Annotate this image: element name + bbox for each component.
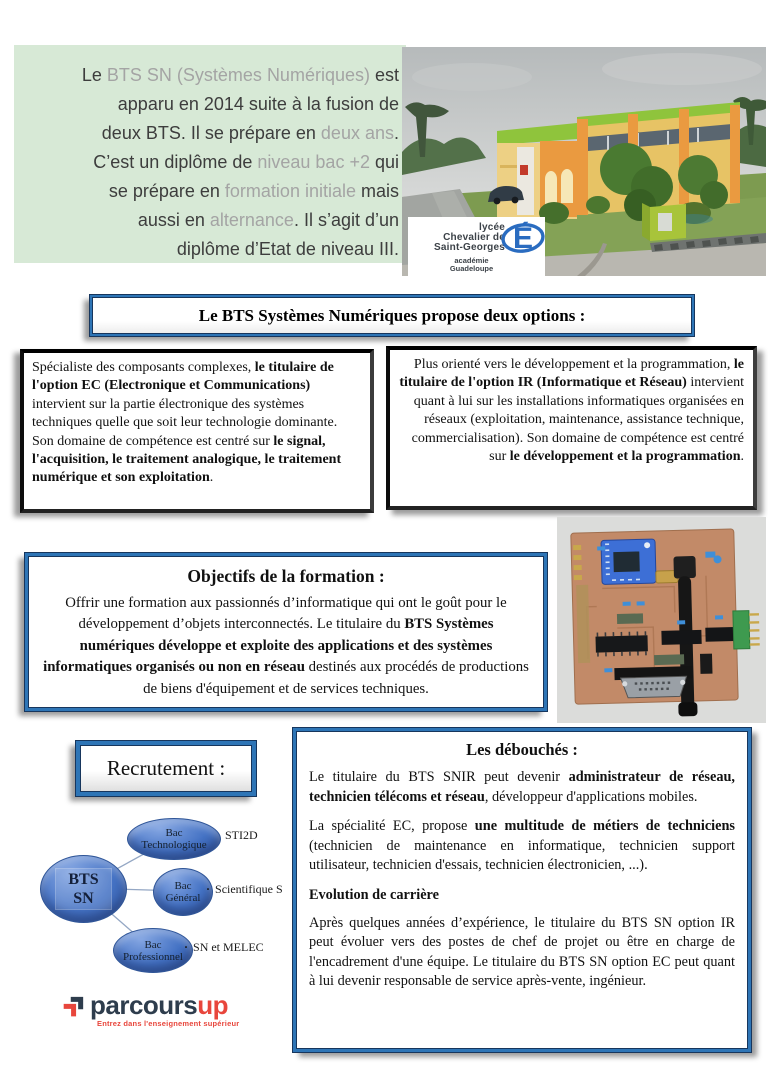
objectifs-box xyxy=(25,553,547,711)
parcoursup-tagline: Entrez dans l'enseignement supérieur xyxy=(97,1019,240,1028)
diagram-node-bac-professionnel: Bac Professionnel xyxy=(113,928,193,973)
logo-line-academie: académie xyxy=(454,256,489,265)
logo-line-guadeloupe: Guadeloupe xyxy=(449,264,494,273)
school-logo-text xyxy=(434,223,505,253)
logo-line-saint-georges: Saint-Georges xyxy=(434,242,505,253)
option-ir-text: Plus orienté vers le développement et la programmation, le titulaire de l'option IR (Informatique et Réseau) intervient quant à lui sur les installations informatiques organisées en réseaux (exploitation, maintenance, assistance technique, commercialisation). Son domaine de compétence est centré sur le développement et la programmation. xyxy=(399,357,744,465)
options-header xyxy=(90,295,694,336)
debouches-title: Les débouchés : xyxy=(466,740,578,759)
objectifs-title: Objectifs de la formation : xyxy=(187,566,385,586)
annotation-sn-et-melec: · SN et MELEC xyxy=(184,940,264,955)
debouches-evolution-heading: Evolution de carrière xyxy=(309,886,439,903)
academie-e-icon xyxy=(499,217,545,255)
parcoursup-wordmark: parcoursup xyxy=(90,990,229,1020)
parcoursup-marks-icon xyxy=(60,992,90,1018)
campus-photo xyxy=(402,47,766,276)
objectifs-text: Offrir une formation aux passionnés d’informatique qui ont le goût pour le développement d’objets interconnectés. Le titulaire du BTS Systèmes numériques développe et exploite des applications et des systèmes informatiques organisés ou non en réseau destinés aux procédés de productions de biens d'équipement et de services techniques. xyxy=(43,595,529,697)
circuit-board-illustration xyxy=(557,517,766,723)
intro-block xyxy=(14,45,406,263)
option-ir-box xyxy=(386,346,757,510)
parcoursup-logo xyxy=(60,992,260,1028)
debouches-paragraph-1: Le titulaire du BTS SNIR peut devenir administrateur de réseau, technicien télécoms et réseau, développeur d'applications mobiles. xyxy=(309,769,736,805)
logo-line-lycee: lycée xyxy=(478,222,505,233)
diagram-node-bac-technologique: Bac Technologique xyxy=(127,818,221,860)
circuit-board-photo xyxy=(557,517,766,723)
diagram-node-bac-general: Bac Général xyxy=(153,868,213,916)
option-ec-text: Spécialiste des composants complexes, le titulaire de l'option EC (Electronique et Communications) intervient sur la partie électronique des systèmes techniques quelle que soit leur technologie dominante. Son domaine de compétence est centré sur le signal, l'acquisition, le traitement analogique, le traitement numérique et son exploitation. xyxy=(32,360,342,486)
debouches-box xyxy=(293,728,751,1052)
diagram-center-label: BTS SN xyxy=(55,868,111,910)
svg-text:É: É xyxy=(512,222,534,255)
diagram-center-node xyxy=(40,855,127,923)
debouches-paragraph-3: Après quelques années d’expérience, le titulaire du BTS SN option IR peut évoluer vers des postes de chef de projet ou être en charge de l'encadrement d'une équipe. Le titulaire du BTS SN option EC peut quant à lui devenir responsable de service après-vente, ingénieur. xyxy=(309,914,735,990)
school-logo xyxy=(408,217,545,276)
option-ec-box xyxy=(20,349,374,513)
recruitment-diagram xyxy=(20,808,300,988)
recrutement-box xyxy=(76,741,256,796)
recrutement-title: Recrutement : xyxy=(106,756,226,780)
annotation-sti2d: STI2D xyxy=(225,828,258,842)
options-header-title: Le BTS Systèmes Numériques propose deux options : xyxy=(198,305,586,325)
annotation-scientifique-s: · Scientifique S xyxy=(206,882,283,897)
intro-text: Le BTS SN (Systèmes Numériques) est apparu en 2014 suite à la fusion de deux BTS. Il se prépare en deux ans. C’est un diplôme de niveau bac +2 qui se prépare en formation initiale mais aussi en alternance. Il s’agit d’un diplôme d’Etat de niveau III. xyxy=(81,65,399,259)
debouches-paragraph-2: La spécialité EC, propose une multitude de métiers de techniciens (technicien de maintenance en informatique, technicien support utilisateur, technicien d'essais, technicien électronicien, ...). xyxy=(309,818,735,874)
school-logo-academy xyxy=(408,257,535,273)
logo-line-chevalier: Chevalier de xyxy=(443,232,505,243)
